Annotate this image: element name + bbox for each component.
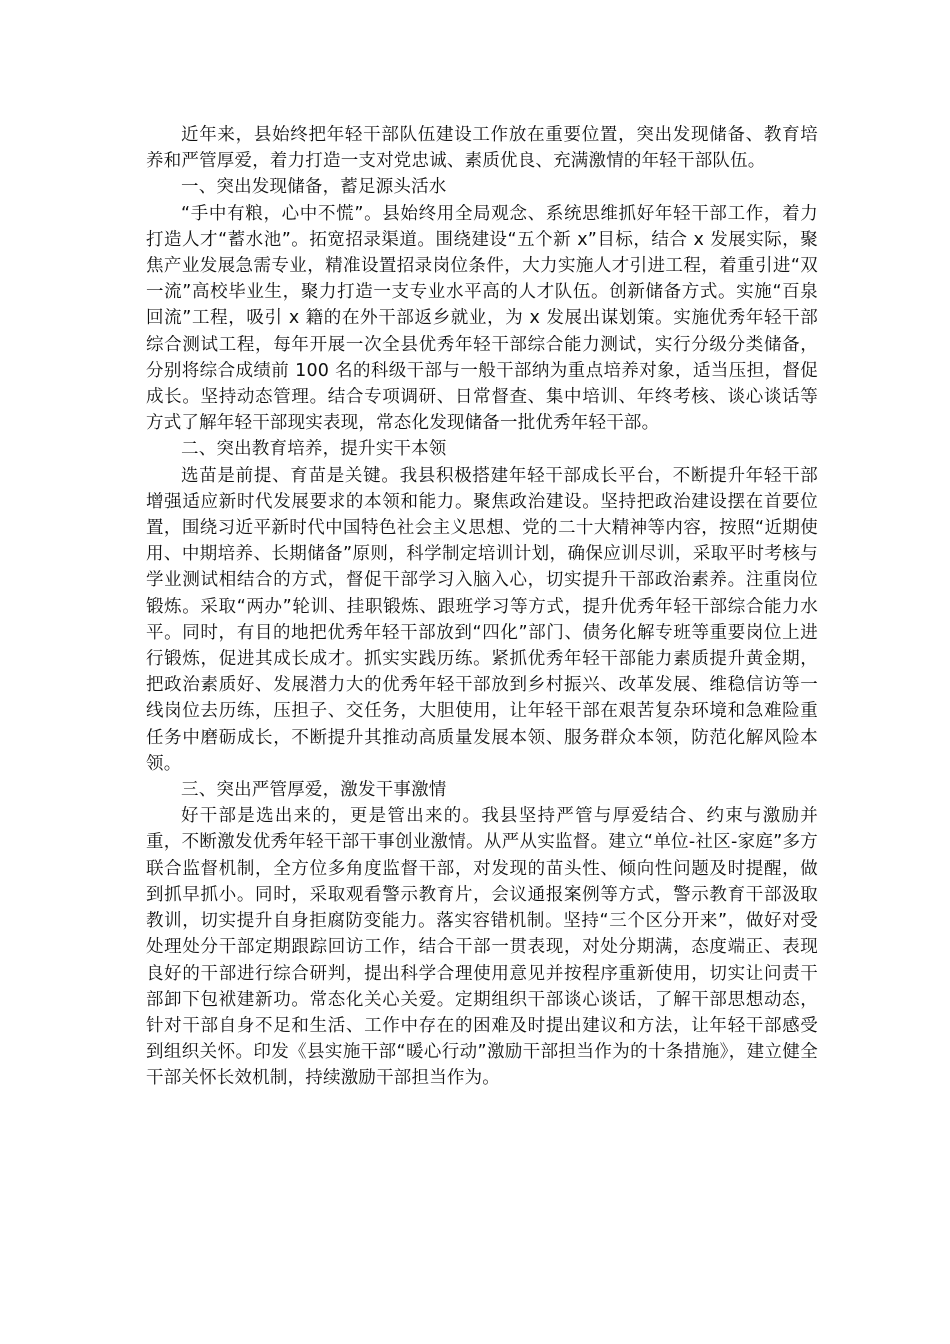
section-body-3: 好干部是选出来的，更是管出来的。我县坚持严管与厚爱结合、约束与激励并重，不断激发优秀年轻干部干事创业激情。从严从实监督。建立“单位-社区-家庭”多方联合监督机制，全方位多角度监督干部，对发现的苗头性、倾向性问题及时提醒，做到抓早抓小。同时，采取观看警示教育片，会议通报案例等方式，警示教育干部汲取教训，切实提升自身拒腐防变能力。落实容错机制。坚持“三个区分开来”，做好对受处理处分干部定期跟踪回访工作，结合干部一贯表现，对处分期满，态度端正、表现良好的干部进行综合研判，提出科学合理使用意见并按程序重新使用，切实让问责干部卸下包袱建新功。常态化关心关爱。定期组织干部谈心谈话，了解干部思想动态，针对干部自身不足和生活、工作中存在的困难及时提出建议和方法，让年轻干部感受到组织关怀。印发《县实施干部“暖心行动”激励干部担当作为的十条措施》，建立健全干部关怀长效机制，持续激励干部担当作为。: [146, 806, 818, 1089]
section-body-1: “手中有粮，心中不慌”。县始终用全局观念、系统思维抓好年轻干部工作，着力打造人才“蓄水池”。拓宽招录渠道。围绕建设“五个新 x”目标，结合 x 发展实际，聚焦产业发展急需专业，精准设置招录岗位条件，大力实施人才引进工程，着重引进“双一流”高校毕业生，聚力打造一支专业水平高的人才队伍。创新储备方式。实施“百泉回流”工程，吸引 x 籍的在外干部返乡就业，为 x 发展出谋划策。实施优秀年轻干部综合测试工程，每年开展一次全县优秀年轻干部综合能力测试，实行分级分类储备，分别将综合成绩前 100 名的科级干部与一般干部纳为重点培养对象，适当压担，督促成长。坚持动态管理。结合专项调研、日常督查、集中培训、年终考核、谈心谈话等方式了解年轻干部现实表现，常态化发现储备一批优秀年轻干部。: [146, 203, 818, 434]
section-body-2: 选苗是前提、育苗是关键。我县积极搭建年轻干部成长平台，不断提升年轻干部增强适应新时代发展要求的本领和能力。聚焦政治建设。坚持把政治建设摆在首要位置，围绕习近平新时代中国特色社会主义思想、党的二十大精神等内容，按照“近期使用、中期培养、长期储备”原则，科学制定培训计划，确保应训尽训，采取平时考核与学业测试相结合的方式，督促干部学习入脑入心，切实提升干部政治素养。注重岗位锻炼。采取“两办”轮训、挂职锻炼、跟班学习等方式，提升优秀年轻干部综合能力水平。同时，有目的地把优秀年轻干部放到“四化”部门、债务化解专班等重要岗位上进行锻炼，促进其成长成才。抓实实践历练。紧抓优秀年轻干部能力素质提升黄金期，把政治素质好、发展潜力大的优秀年轻干部放到乡村振兴、改革发展、维稳信访等一线岗位去历练，压担子、交任务，大胆使用，让年轻干部在艰苦复杂环境和急难险重任务中磨砺成长，不断提升其推动高质量发展本领、服务群众本领，防范化解风险本领。: [146, 465, 818, 774]
section-heading-3: 三、突出严管厚爱，激发干事激情: [181, 780, 447, 801]
intro-paragraph: 近年来，县始终把年轻干部队伍建设工作放在重要位置，突出发现储备、教育培养和严管厚爱，着力打造一支对党忠诚、素质优良、充满激情的年轻干部队伍。: [146, 125, 818, 172]
section-heading-1: 一、突出发现储备，蓄足源头活水: [181, 177, 447, 198]
document-page: [146, 122, 818, 1092]
section-heading-2: 二、突出教育培养，提升实干本领: [181, 439, 447, 460]
